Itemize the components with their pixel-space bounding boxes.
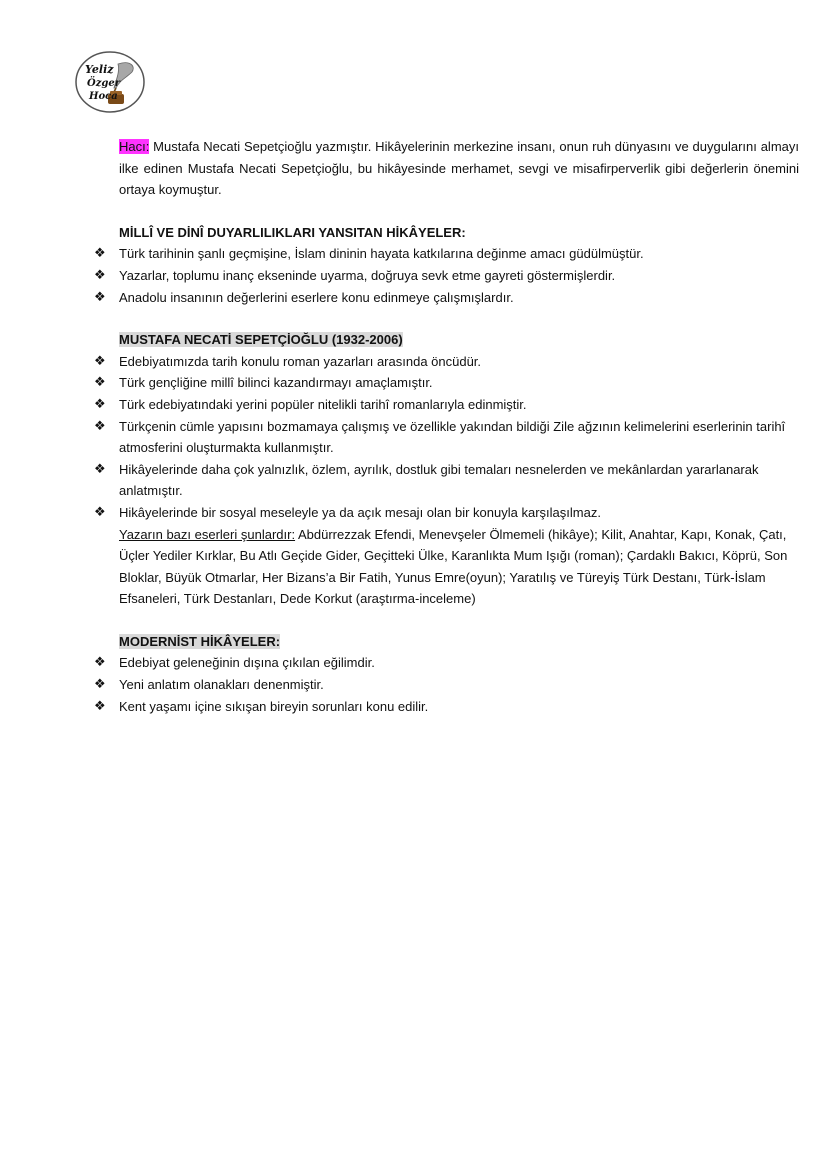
diamond-bullet-icon: ❖ <box>94 289 106 305</box>
diamond-bullet-icon: ❖ <box>94 461 106 477</box>
list-item: ❖ Hikâyelerinde bir sosyal meseleyle ya da açık mesajı olan bir konuyla karşılaşılmaz. Yazarın bazı eserleri şunlardır: Abdürrezzak Efendi, Menevşeler Ölmemeli (hikâye); Kilit, Anahtar, Kapı, Konak, Çatı, Üçler Yediler Kırklar, Bu Atlı Geçide Gider, Geçitteki Ülke, Karanlıkta Mum Işığı (roman); Çardaklı Bakıcı, Köprü, Son Bloklar, Büyük Otmarlar, Her Bizans’a Bir Fatih, Yunus Emre(oyun); Yaratılış ve Türeyiş Türk Destanı, Türk-İslam Efsaneleri, Türk Destanları, Dede Korkut (araştırma-inceleme) <box>119 502 799 610</box>
diamond-bullet-icon: ❖ <box>94 396 106 412</box>
haci-text: Mustafa Necati Sepetçioğlu yazmıştır. Hikâyelerinin merkezine insanı, onun ruh dünyasını ve duygularını almayı ilke edinen Mustafa Necati Sepetçioğlu, bu hikâyesinde merhamet, sevgi ve misafirperverlik gibi değerlerin önemini ortaya koymuştur. <box>119 139 799 198</box>
document-body <box>94 136 799 717</box>
diamond-bullet-icon: ❖ <box>94 353 106 369</box>
list-item: ❖ Yazarlar, toplumu inanç ekseninde uyarma, doğruya sevk etme gayreti göstermişlerdir. <box>119 265 799 287</box>
modernist-heading: MODERNİST HİKÂYELER: <box>119 633 281 649</box>
list-item: ❖ Türk tarihinin şanlı geçmişine, İslam dininin hayata katkılarına değinme amacı güdülmüştür. <box>119 243 799 265</box>
list-item: ❖ Türk gençliğine millî bilinci kazandırmayı amaçlamıştır. <box>119 372 799 394</box>
logo-text-line2: Özger <box>87 78 121 89</box>
works-text: Abdürrezzak Efendi, Menevşeler Ölmemeli (hikâye); Kilit, Anahtar, Kapı, Konak, Çatı, Üçler Yediler Kırklar, Bu Atlı Geçide Gider, Geçitteki Ülke, Karanlıkta Mum Işığı (roman); Çardaklı Bakıcı, Köprü, Son Bloklar, Büyük Otmarlar, Her Bizans’a Bir Fatih, Yunus Emre(oyun); Yaratılış ve Türeyiş Türk Destanı, Türk-İslam Efsaneleri, Türk Destanları, Dede Korkut (araştırma-inceleme) <box>119 526 788 607</box>
haci-paragraph <box>119 136 799 201</box>
logo-text-line3: Hoca <box>89 91 118 102</box>
milli-list <box>94 243 799 308</box>
list-item: ❖ Yeni anlatım olanakları denenmiştir. <box>119 674 799 696</box>
diamond-bullet-icon: ❖ <box>94 677 106 693</box>
sepetcioglu-heading: MUSTAFA NECATİ SEPETÇİOĞLU (1932-2006) <box>119 332 403 348</box>
diamond-bullet-icon: ❖ <box>94 375 106 391</box>
diamond-bullet-icon: ❖ <box>94 418 106 434</box>
modernist-list <box>94 652 799 717</box>
diamond-bullet-icon: ❖ <box>94 698 106 714</box>
diamond-bullet-icon: ❖ <box>94 267 106 283</box>
list-item: ❖ Anadolu insanının değerlerini eserlere konu edinmeye çalışmışlardır. <box>119 287 799 309</box>
logo-text-line1: Yeliz <box>85 63 114 76</box>
list-item: ❖ Türkçenin cümle yapısını bozmamaya çalışmış ve özellikle yakından bildiği Zile ağzının kelimelerini eserlerinin tarihî atmosferini oluşturmakta kullanmıştır. <box>119 416 799 459</box>
list-item: ❖ Edebiyatımızda tarih konulu roman yazarları arasında öncüdür. <box>119 351 799 373</box>
quill-logo-icon <box>74 50 146 114</box>
milli-heading: MİLLÎ VE DİNÎ DUYARLILIKLARI YANSITAN HİKÂYELER: <box>119 224 466 240</box>
list-item: ❖ Kent yaşamı içine sıkışan bireyin sorunları konu edilir. <box>119 696 799 718</box>
diamond-bullet-icon: ❖ <box>94 504 106 520</box>
works-paragraph <box>119 524 799 610</box>
diamond-bullet-icon: ❖ <box>94 246 106 262</box>
sepetcioglu-list <box>94 351 799 610</box>
haci-label: Hacı: <box>119 139 150 154</box>
list-item: ❖ Edebiyat geleneğinin dışına çıkılan eğilimdir. <box>119 652 799 674</box>
list-item: ❖ Türk edebiyatındaki yerini popüler nitelikli tarihî romanlarıyla edinmiştir. <box>119 394 799 416</box>
logo <box>74 50 146 114</box>
diamond-bullet-icon: ❖ <box>94 655 106 671</box>
list-item: ❖ Hikâyelerinde daha çok yalnızlık, özlem, ayrılık, dostluk gibi temaları nesnelerden ve mekânlardan yararlanarak anlatmıştır. <box>119 459 799 502</box>
works-label: Yazarın bazı eserleri şunlardır: <box>119 526 296 542</box>
